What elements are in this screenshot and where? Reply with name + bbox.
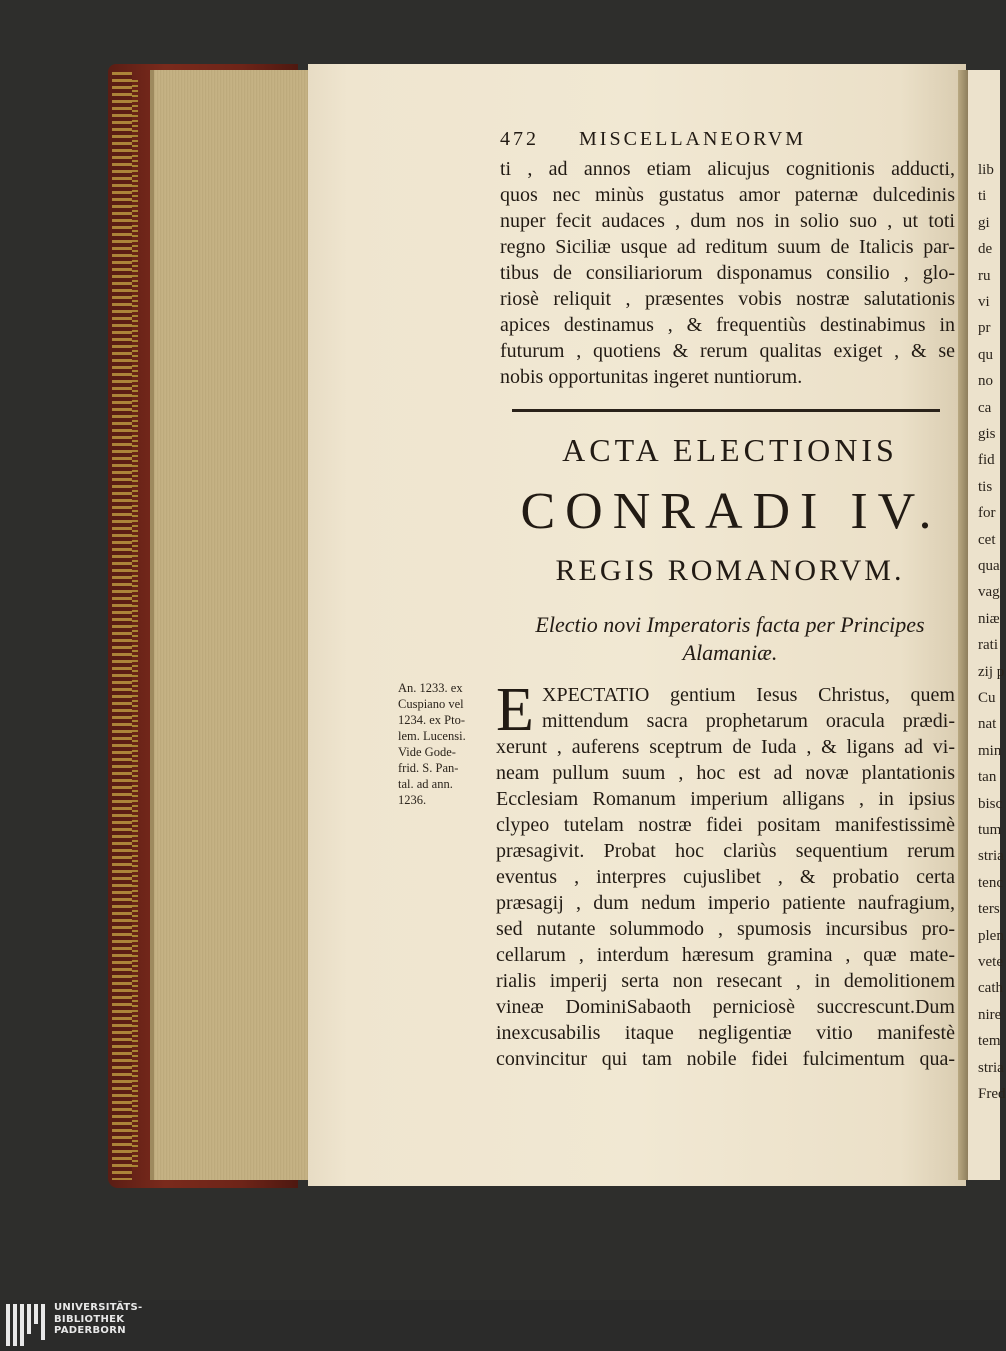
right-page-fragment: qua [978,558,1000,574]
right-page-fragment: vag [978,584,1000,601]
text-line: futurum , quotiens & rerum qualitas exiget , & se [500,340,955,362]
cover-gilt-tooling [112,72,132,1180]
margin-note-line: frid. S. Pan- [398,761,459,775]
page-edges [150,70,314,1180]
text-line: regno Siciliæ usque ad reditum suum de Italicis par- [500,236,955,258]
right-page-fragment: plen [978,927,1004,944]
text-line: tibus de consiliariorum disponamus consilio , glo- [500,262,955,284]
library-name-line: BIBLIOTHEK [54,1313,125,1325]
text-line: apices destinamus , & frequentiùs destinabimus in [500,314,955,336]
text-line: vineæ DominiSabaoth perniciosè succrescunt.Dum [496,996,955,1018]
right-page-fragment: ti [978,188,987,205]
footer-bar [0,1300,1000,1351]
right-page-fragment: tan [978,769,997,786]
right-page-fragment: lib [978,162,994,178]
text-line: mittendum sacra prophetarum oracula prædi- [542,710,955,732]
right-page-fragment: bisc [978,795,1003,812]
right-page-fragment: stria [978,848,1004,865]
right-page-fragment: qu [978,346,993,363]
text-line: neam pullum suum , hoc est ad novæ plantationis [496,762,955,784]
text-line: xerunt , auferens sceptrum de Iuda , & ligans ad vi- [496,736,955,758]
subtitle-line-2: Alamaniæ. [682,640,778,665]
title-line-2: CONRADI IV. [520,483,942,540]
right-page-fragment: niæ [978,610,1000,627]
library-name [54,1302,143,1337]
right-page-fragment: Fred [978,1086,1006,1102]
page-number: 472 [500,128,539,150]
text-line: riosè reliquit , præsentes vobis nostræ salutationis [500,288,955,310]
right-page-fragment: vi [978,294,990,310]
right-page-fragment: pr [978,320,991,337]
right-page-fragment: tenc [978,874,1003,891]
text-line: cellarum , interdum hæresum gramina , quæ mate- [496,944,955,966]
margin-note-line: An. 1233. ex [398,681,463,695]
margin-note-line: Vide Gode- [398,745,456,759]
running-head-title: MISCELLANEORVM [579,128,807,150]
right-page-fragment: rati [978,637,998,654]
right-page-edge [968,70,1006,1180]
text-line: convincitur qui tam nobile fidei fulcimentum qua- [496,1048,955,1070]
text-line: eventus , interpres cujuslibet , & probatio certa [496,866,955,888]
right-page-fragment: fid [978,452,995,469]
drop-capital: E [496,676,534,744]
right-page-fragment: gi [978,214,990,231]
margin-note-line: lem. Lucensi. [398,729,466,743]
text-line: præsagij , dum nedum imperio patiente naufragium, [496,892,955,914]
section-rule [512,409,940,412]
right-page-fragment: zij p [978,663,1005,680]
title-line-3: REGIS ROMANORVM. [555,554,905,587]
text-line: Ecclesiam Romanum imperium alligans , in ipsius [496,788,955,810]
right-page-fragment: ters [978,901,1000,918]
right-page-fragment: cet [978,531,996,548]
right-page-fragment: for [978,505,996,522]
library-name-line: PADERBORN [54,1325,126,1336]
right-page-fragment: nire [978,1006,1002,1023]
text-line: quos nec minùs gustatus amor paternæ dulcedinis [500,184,955,206]
right-page-fragment: vete [978,954,1003,970]
text-line: rialis imperij serta non resecant , in demolitionem [496,970,955,992]
right-page-fragment: tem [978,1033,1001,1050]
text-line: clypeo tutelam nostræ fidei positam manifestissimè [496,814,955,836]
text-line: inexcusabilis itaque negligentiæ vitio manifestè [496,1022,955,1044]
margin-note-line: 1236. [398,793,427,807]
right-page-fragment: min [978,742,1002,759]
text-line: ti , ad annos etiam alicujus cognitionis adducti, [500,158,955,180]
right-page-fragment: tis [978,478,993,495]
library-name-line: UNIVERSITÄTS- [54,1302,143,1313]
right-page-fragment: gis [978,426,996,442]
running-head [500,128,806,151]
right-page-fragment: de [978,241,993,258]
right-page-fragment: no [978,373,993,390]
right-page-fragment: tum [978,822,1002,838]
cover-gilt-border [132,80,138,1170]
text-line: nobis opportunitas ingeret nuntiorum. [500,366,803,388]
margin-note-line: 1234. ex Pto- [398,713,466,727]
right-page-fragment: cath [978,980,1003,997]
margin-note-line: Cuspiano vel [398,697,464,711]
right-page-fragment: ca [978,399,992,416]
right-page-fragment: nat [978,716,997,733]
text-line: nuper fecit audaces , dum nos in solio suo , ut toti [500,210,955,232]
text-line: sed nutante solummodo , spumosis incursibus pro- [496,918,955,940]
title-line-1: ACTA ELECTIONIS [562,432,898,468]
right-page-fragment: Cu [978,690,996,706]
margin-note-line: tal. ad ann. [398,777,453,791]
text-line: XPECTATIO gentium Iesus Christus, quem [542,684,955,706]
subtitle-line-1: Electio novi Imperatoris facta per Principes [535,612,925,637]
right-page-fragment: stria [978,1059,1004,1076]
text-line: præsagivit. Probat hoc clariùs sequentium rerum [496,840,955,862]
right-page-fragment: ru [978,267,991,284]
library-logo-icon [6,1304,46,1346]
